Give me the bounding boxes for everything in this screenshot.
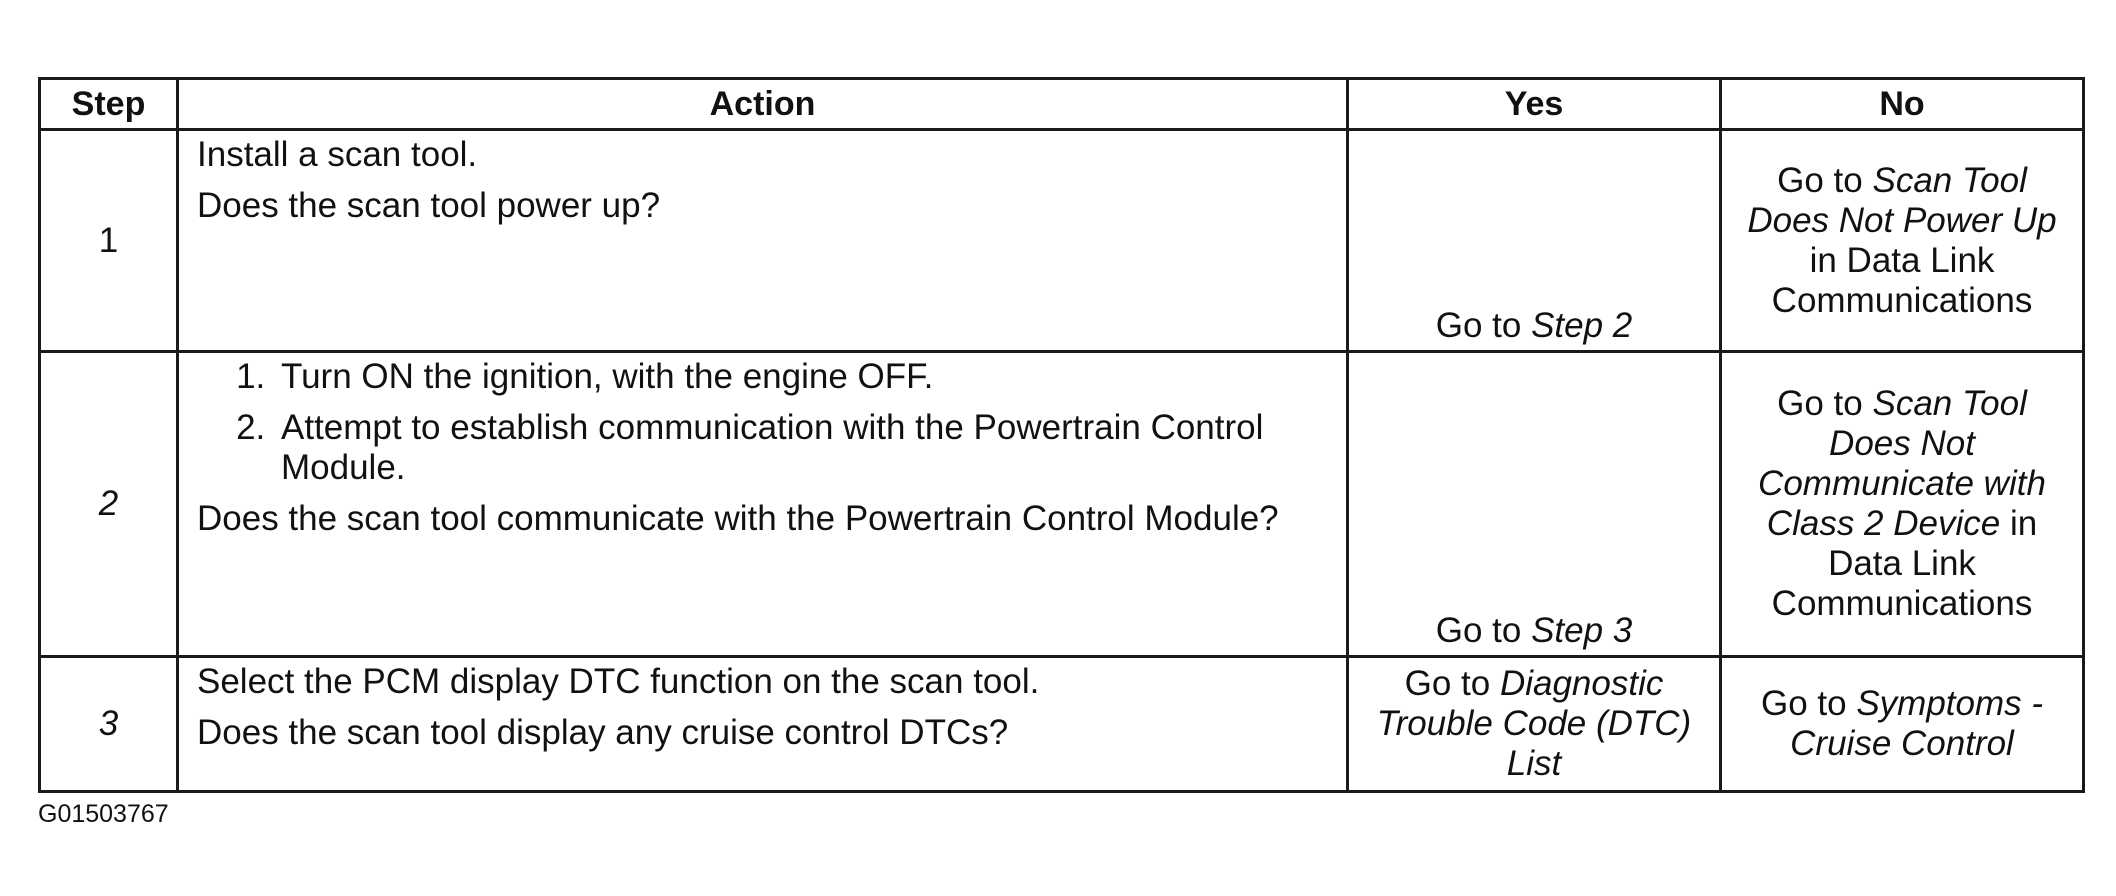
action-list-item: 2. Attempt to establish communication with the Powertrain Control Module. bbox=[275, 408, 1328, 488]
table-row bbox=[40, 130, 2084, 352]
no-reference-link[interactable]: Scan Tool Does Not Communicate with Class 2 Device bbox=[1758, 384, 2046, 543]
action-question: Does the scan tool display any cruise control DTCs? bbox=[197, 713, 1009, 752]
yes-prefix: Go to bbox=[1404, 664, 1500, 703]
yes-cell bbox=[1348, 352, 1721, 657]
yes-prefix: Go to bbox=[1435, 306, 1532, 345]
no-cell bbox=[1721, 130, 2084, 352]
no-reference-link[interactable]: Symptoms - Cruise Control bbox=[1790, 684, 2044, 763]
step-number: 2 bbox=[40, 352, 178, 657]
no-reference-link[interactable]: Scan Tool Does Not Power Up bbox=[1747, 160, 2057, 240]
step-number: 1 bbox=[40, 130, 178, 352]
step-number: 3 bbox=[40, 657, 178, 792]
action-instruction: Select the PCM display DTC function on the scan tool. bbox=[197, 662, 1040, 701]
action-cell bbox=[178, 352, 1348, 657]
action-instruction: Install a scan tool. bbox=[197, 135, 478, 174]
diagnostic-table bbox=[38, 77, 2085, 793]
no-cell bbox=[1721, 352, 2084, 657]
no-prefix: Go to bbox=[1777, 160, 1873, 200]
action-question: Does the scan tool power up? bbox=[197, 186, 661, 225]
action-question: Does the scan tool communicate with the Powertrain Control Module? bbox=[197, 499, 1279, 538]
figure-id: G01503767 bbox=[38, 800, 169, 828]
yes-prefix: Go to bbox=[1435, 611, 1532, 650]
no-prefix: Go to bbox=[1760, 684, 1857, 723]
yes-step-link[interactable]: Step 3 bbox=[1531, 611, 1633, 650]
header-yes: Yes bbox=[1348, 79, 1721, 130]
table-row bbox=[40, 657, 2084, 792]
header-action: Action bbox=[178, 79, 1348, 130]
action-list bbox=[197, 357, 1328, 488]
action-list-item: 1. Turn ON the ignition, with the engine OFF. bbox=[275, 357, 1328, 397]
no-suffix: in Data Link Communications bbox=[1771, 504, 2038, 623]
no-suffix: in Data Link Communications bbox=[1771, 240, 2033, 320]
no-prefix: Go to bbox=[1777, 384, 1873, 423]
header-no: No bbox=[1721, 79, 2084, 130]
table-row bbox=[40, 352, 2084, 657]
yes-step-link[interactable]: Step 2 bbox=[1531, 306, 1633, 345]
yes-reference-link[interactable]: Diagnostic Trouble Code (DTC) List bbox=[1376, 664, 1692, 783]
header-row bbox=[40, 79, 2084, 130]
header-step: Step bbox=[40, 79, 178, 130]
action-cell bbox=[178, 130, 1348, 352]
yes-cell bbox=[1348, 130, 1721, 352]
yes-cell bbox=[1348, 657, 1721, 792]
action-cell bbox=[178, 657, 1348, 792]
no-cell bbox=[1721, 657, 2084, 792]
